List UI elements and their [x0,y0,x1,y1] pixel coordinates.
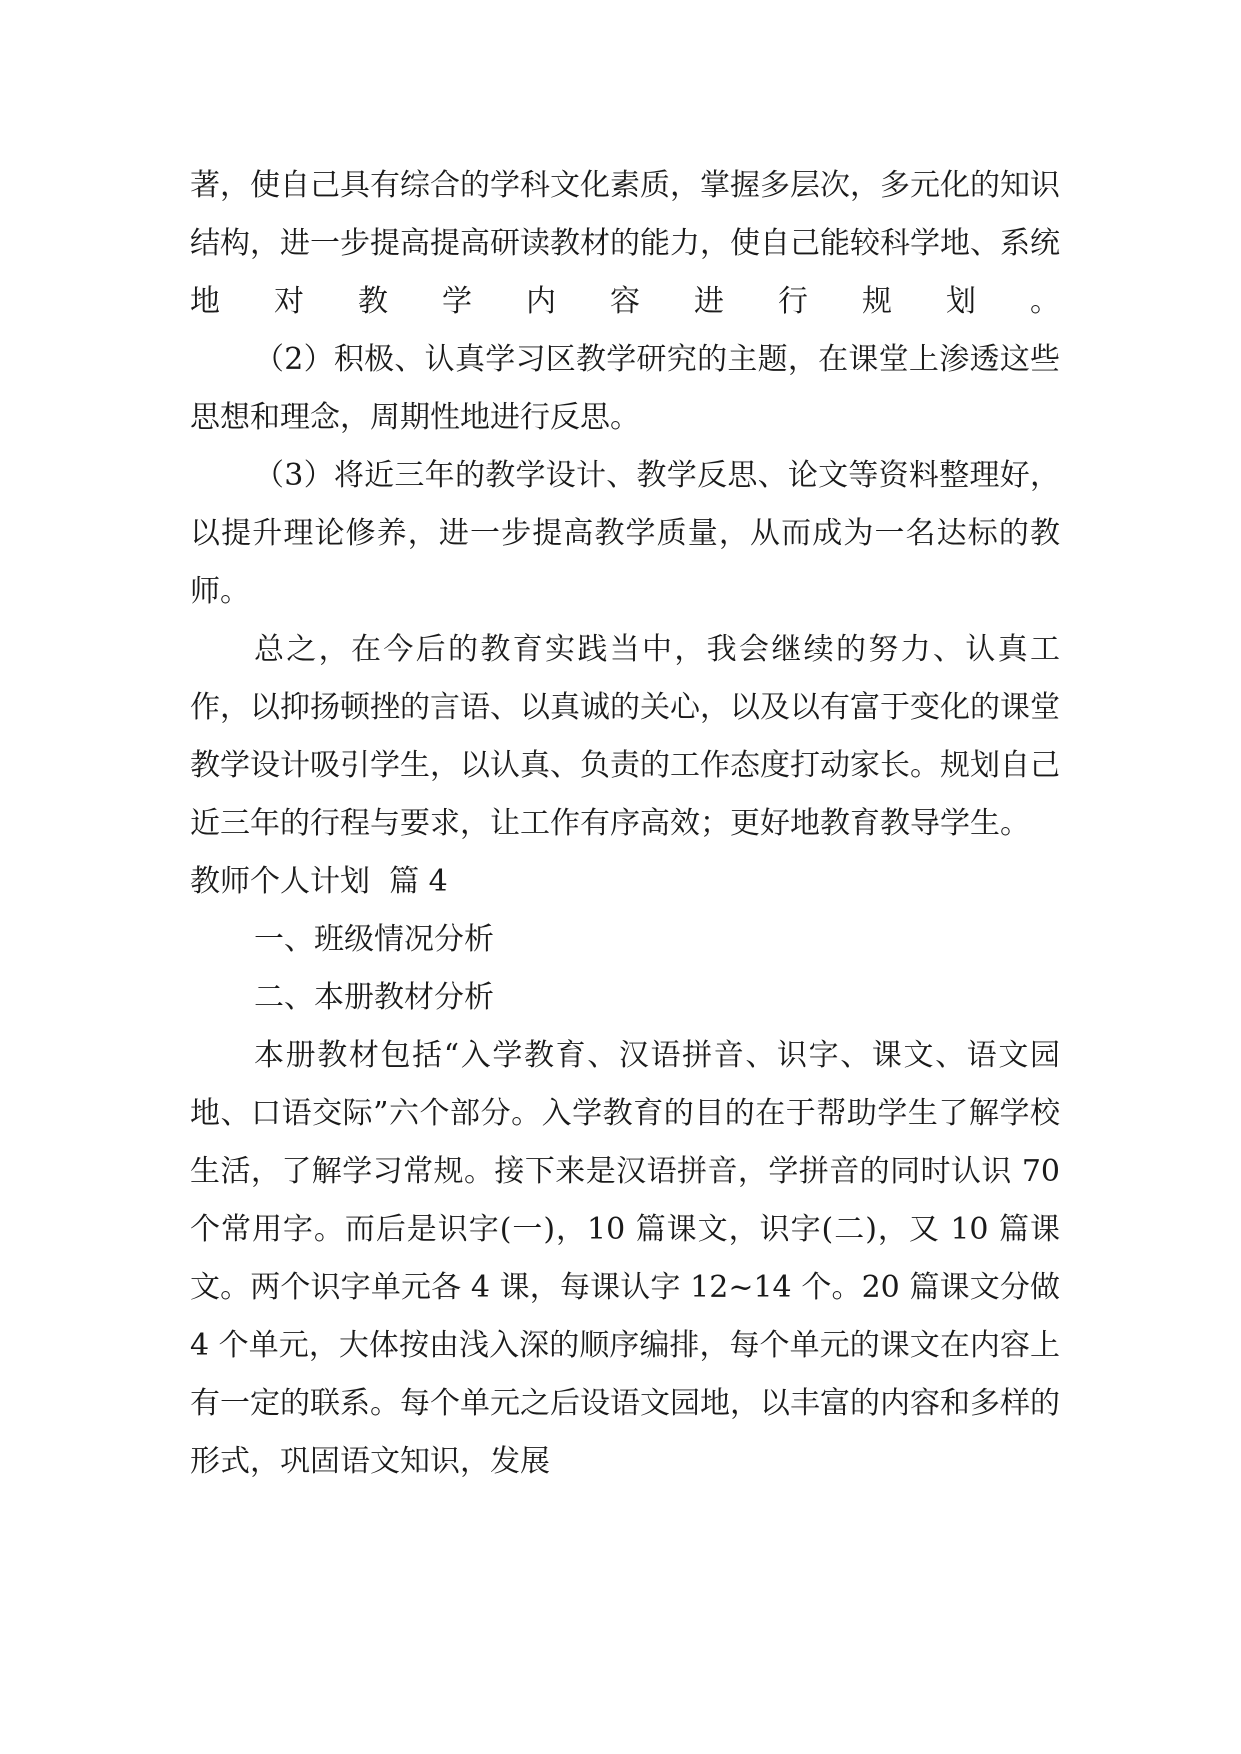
paragraph: （2）积极、认真学习区教学研究的主题，在课堂上渗透这些思想和理念，周期性地进行反思。 [190,342,1060,435]
paragraph: 著，使自己具有综合的学科文化素质，掌握多层次，多元化的知识结构，进一步提高提高研读教材的能力，使自己能较科学地、系统地对教学内容进行规划。 [190,168,1060,319]
paragraph: （3）将近三年的教学设计、教学反思、论文等资料整理好，以提升理论修养，进一步提高教学质量，从而成为一名达标的教师。 [190,458,1060,609]
document-body [190,157,1060,1491]
section-title: 教师个人计划 篇 4 [190,864,448,899]
subsection-heading: 二、本册教材分析 [254,980,494,1015]
subsection-heading: 一、班级情况分析 [254,922,494,957]
body-paragraph: 本册教材包括“入学教育、汉语拼音、识字、课文、语文园地、口语交际”六个部分。入学教育的目的在于帮助学生了解学校生活，了解学习常规。接下来是汉语拼音，学拼音的同时认识 70 个常用字。而后是识字(一)，10 篇课文，识字(二)，又 10 篇课文。两个识字单元各 4 课，每课认字 12~14 个。20 篇课文分做 4 个单元，大体按由浅入深的顺序编排，每个单元的课文在内容上有一定的联系。每个单元之后设语文园地，以丰富的内容和多样的形式，巩固语文知识，发展 [190,1038,1060,1479]
paragraph: 总之，在今后的教育实践当中，我会继续的努力、认真工作，以抑扬顿挫的言语、以真诚的关心，以及以有富于变化的课堂教学设计吸引学生，以认真、负责的工作态度打动家长。规划自己近三年的行程与要求，让工作有序高效；更好地教育教导学生。 [190,632,1060,841]
